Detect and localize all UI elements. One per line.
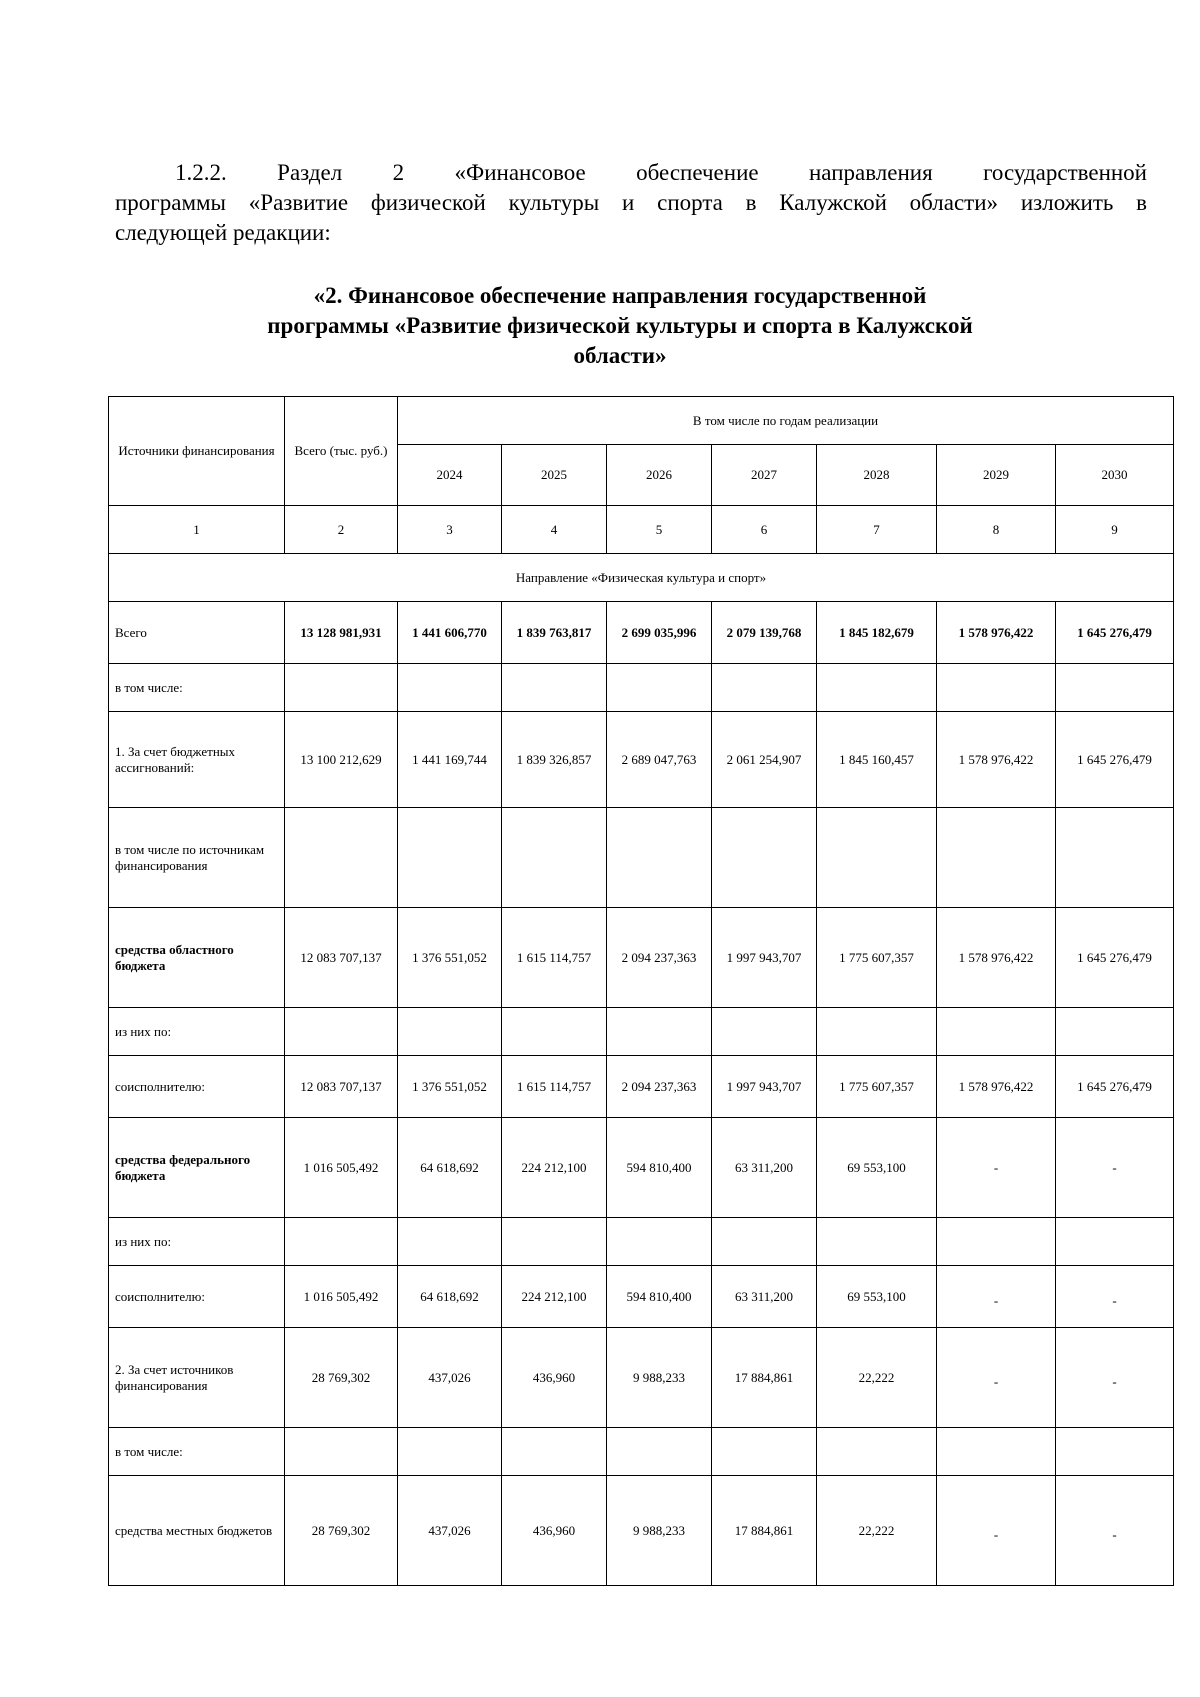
row-value xyxy=(502,1428,607,1476)
table-row xyxy=(109,602,1174,664)
table-header-row xyxy=(109,397,1174,445)
row-label: Всего xyxy=(109,602,285,664)
row-value: 1 376 551,052 xyxy=(398,908,502,1008)
row-value: 436,960 xyxy=(502,1476,607,1586)
row-value: 1 441 169,744 xyxy=(398,712,502,808)
column-number: 1 xyxy=(109,506,285,554)
row-value xyxy=(1056,1218,1174,1266)
row-value xyxy=(502,1218,607,1266)
table-row xyxy=(109,1118,1174,1218)
column-numbers-row xyxy=(109,506,1174,554)
header-year: 2025 xyxy=(502,445,607,506)
table-row xyxy=(109,808,1174,908)
intro-line-2: программы «Развитие физической культуры и спорта в Калужской области» изложить в xyxy=(115,190,1147,215)
row-value xyxy=(712,808,817,908)
row-value: 69 553,100 xyxy=(817,1118,937,1218)
row-value xyxy=(1056,664,1174,712)
table-row xyxy=(109,1056,1174,1118)
row-value: 224 212,100 xyxy=(502,1266,607,1328)
table-row xyxy=(109,664,1174,712)
row-value xyxy=(502,1008,607,1056)
table-row xyxy=(109,1008,1174,1056)
row-value: 1 845 182,679 xyxy=(817,602,937,664)
row-value: - xyxy=(937,1476,1056,1586)
row-value: - xyxy=(937,1266,1056,1328)
row-value xyxy=(285,808,398,908)
row-value: 63 311,200 xyxy=(712,1266,817,1328)
row-label: в том числе: xyxy=(109,1428,285,1476)
row-value xyxy=(712,664,817,712)
row-value: 9 988,233 xyxy=(607,1476,712,1586)
row-value xyxy=(502,664,607,712)
row-value xyxy=(817,664,937,712)
row-value: 1 775 607,357 xyxy=(817,908,937,1008)
header-year: 2028 xyxy=(817,445,937,506)
row-value: 9 988,233 xyxy=(607,1328,712,1428)
row-value: 1 376 551,052 xyxy=(398,1056,502,1118)
row-value: 1 845 160,457 xyxy=(817,712,937,808)
row-value: 1 645 276,479 xyxy=(1056,1056,1174,1118)
row-value xyxy=(285,1008,398,1056)
row-value: 2 699 035,996 xyxy=(607,602,712,664)
row-value: 64 618,692 xyxy=(398,1118,502,1218)
row-value xyxy=(1056,1008,1174,1056)
row-value xyxy=(285,1218,398,1266)
row-value: 224 212,100 xyxy=(502,1118,607,1218)
row-value: - xyxy=(937,1118,1056,1218)
table-row xyxy=(109,1476,1174,1586)
row-value: 22,222 xyxy=(817,1476,937,1586)
row-label: 2. За счет источников финансирования xyxy=(109,1328,285,1428)
row-value: 22,222 xyxy=(817,1328,937,1428)
row-value xyxy=(817,1218,937,1266)
row-value: 1 578 976,422 xyxy=(937,908,1056,1008)
table-row xyxy=(109,908,1174,1008)
column-number: 9 xyxy=(1056,506,1174,554)
row-value xyxy=(607,664,712,712)
row-value: 1 615 114,757 xyxy=(502,908,607,1008)
row-value xyxy=(398,664,502,712)
row-value xyxy=(817,1428,937,1476)
row-value: 13 128 981,931 xyxy=(285,602,398,664)
row-value xyxy=(817,1008,937,1056)
row-value xyxy=(502,808,607,908)
row-value: 1 615 114,757 xyxy=(502,1056,607,1118)
row-value: 63 311,200 xyxy=(712,1118,817,1218)
row-value xyxy=(398,808,502,908)
row-value: 1 578 976,422 xyxy=(937,602,1056,664)
row-value: 437,026 xyxy=(398,1328,502,1428)
row-value xyxy=(398,1008,502,1056)
row-value: 13 100 212,629 xyxy=(285,712,398,808)
row-value xyxy=(817,808,937,908)
row-value: 17 884,861 xyxy=(712,1328,817,1428)
row-value: 2 094 237,363 xyxy=(607,1056,712,1118)
row-value: 1 997 943,707 xyxy=(712,908,817,1008)
row-value: - xyxy=(1056,1328,1174,1428)
row-value: 1 839 326,857 xyxy=(502,712,607,808)
row-label: в том числе по источникам финансирования xyxy=(109,808,285,908)
row-value: 1 441 606,770 xyxy=(398,602,502,664)
header-year: 2029 xyxy=(937,445,1056,506)
row-value: 12 083 707,137 xyxy=(285,908,398,1008)
row-value: 436,960 xyxy=(502,1328,607,1428)
row-value xyxy=(1056,1428,1174,1476)
intro-paragraph xyxy=(115,158,1147,248)
row-label: средства федерального бюджета xyxy=(109,1118,285,1218)
row-value: 1 645 276,479 xyxy=(1056,908,1174,1008)
row-value: 28 769,302 xyxy=(285,1328,398,1428)
intro-line-1: 1.2.2. Раздел 2 «Финансовое обеспечение направления государственной xyxy=(175,160,1147,185)
row-value xyxy=(937,1218,1056,1266)
row-value: 17 884,861 xyxy=(712,1476,817,1586)
row-value: 1 578 976,422 xyxy=(937,1056,1056,1118)
table-row xyxy=(109,712,1174,808)
row-value xyxy=(712,1008,817,1056)
row-value: 12 083 707,137 xyxy=(285,1056,398,1118)
row-value xyxy=(937,1428,1056,1476)
heading-line-1: «2. Финансовое обеспечение направления государственной xyxy=(313,283,927,308)
row-value xyxy=(398,1428,502,1476)
row-label: 1. За счет бюджетных ассигнований: xyxy=(109,712,285,808)
financing-table xyxy=(108,396,1174,1586)
column-number: 5 xyxy=(607,506,712,554)
row-value: 2 094 237,363 xyxy=(607,908,712,1008)
row-label: в том числе: xyxy=(109,664,285,712)
row-value xyxy=(607,1218,712,1266)
row-value xyxy=(937,1008,1056,1056)
row-value xyxy=(285,1428,398,1476)
header-year: 2026 xyxy=(607,445,712,506)
row-value: - xyxy=(937,1328,1056,1428)
row-value: 1 645 276,479 xyxy=(1056,712,1174,808)
row-value xyxy=(1056,808,1174,908)
heading-line-3: области» xyxy=(573,343,667,368)
row-value: 1 578 976,422 xyxy=(937,712,1056,808)
column-number: 2 xyxy=(285,506,398,554)
table-body xyxy=(109,602,1174,1586)
row-value: 1 775 607,357 xyxy=(817,1056,937,1118)
row-value xyxy=(607,1008,712,1056)
row-value: 1 997 943,707 xyxy=(712,1056,817,1118)
row-label: из них по: xyxy=(109,1008,285,1056)
row-label: из них по: xyxy=(109,1218,285,1266)
table-row xyxy=(109,1428,1174,1476)
header-total: Всего (тыс. руб.) xyxy=(285,397,398,506)
row-value: 69 553,100 xyxy=(817,1266,937,1328)
row-label: соисполнителю: xyxy=(109,1056,285,1118)
row-value: - xyxy=(1056,1118,1174,1218)
column-number: 8 xyxy=(937,506,1056,554)
row-value xyxy=(285,664,398,712)
section-title-row xyxy=(109,554,1174,602)
intro-line-3: следующей редакции: xyxy=(115,220,331,245)
header-sources: Источники финансирования xyxy=(109,397,285,506)
table-row xyxy=(109,1328,1174,1428)
row-value: 437,026 xyxy=(398,1476,502,1586)
row-label: соисполнителю: xyxy=(109,1266,285,1328)
row-value: - xyxy=(1056,1476,1174,1586)
row-value: 1 645 276,479 xyxy=(1056,602,1174,664)
row-value: 1 016 505,492 xyxy=(285,1118,398,1218)
row-value xyxy=(937,664,1056,712)
table-row xyxy=(109,1266,1174,1328)
row-label: средства областного бюджета xyxy=(109,908,285,1008)
row-label: средства местных бюджетов xyxy=(109,1476,285,1586)
column-number: 6 xyxy=(712,506,817,554)
row-value: 2 079 139,768 xyxy=(712,602,817,664)
row-value: - xyxy=(1056,1266,1174,1328)
row-value: 2 689 047,763 xyxy=(607,712,712,808)
table-row xyxy=(109,1218,1174,1266)
column-number: 3 xyxy=(398,506,502,554)
row-value xyxy=(398,1218,502,1266)
column-number: 4 xyxy=(502,506,607,554)
row-value: 1 016 505,492 xyxy=(285,1266,398,1328)
header-by-years: В том числе по годам реализации xyxy=(398,397,1174,445)
header-year: 2024 xyxy=(398,445,502,506)
row-value xyxy=(607,1428,712,1476)
row-value: 64 618,692 xyxy=(398,1266,502,1328)
row-value: 1 839 763,817 xyxy=(502,602,607,664)
header-year: 2030 xyxy=(1056,445,1174,506)
row-value xyxy=(607,808,712,908)
row-value xyxy=(712,1218,817,1266)
section-heading xyxy=(180,281,1060,371)
row-value: 594 810,400 xyxy=(607,1118,712,1218)
column-number: 7 xyxy=(817,506,937,554)
heading-line-2: программы «Развитие физической культуры и спорта в Калужской xyxy=(267,313,973,338)
row-value xyxy=(712,1428,817,1476)
row-value: 594 810,400 xyxy=(607,1266,712,1328)
section-title: Направление «Физическая культура и спорт» xyxy=(109,554,1174,602)
row-value: 2 061 254,907 xyxy=(712,712,817,808)
header-year: 2027 xyxy=(712,445,817,506)
row-value xyxy=(937,808,1056,908)
row-value: 28 769,302 xyxy=(285,1476,398,1586)
